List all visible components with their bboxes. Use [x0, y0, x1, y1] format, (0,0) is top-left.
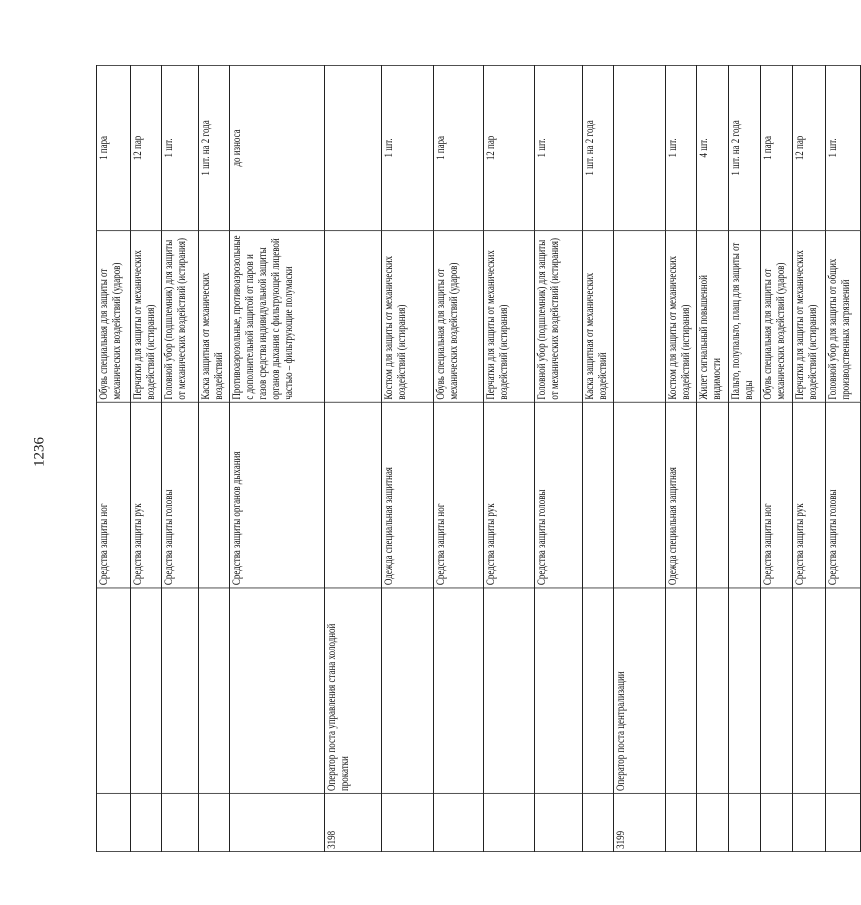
- category-cell: [614, 402, 666, 587]
- profession-cell: [230, 588, 325, 794]
- row-code-cell: [484, 794, 535, 852]
- row-code-cell: [826, 794, 861, 852]
- ppe-norms-table: [96, 65, 861, 852]
- table-row: [97, 65, 131, 851]
- item-cell: Головной убор (подшлемник) для защиты от механических воздействий (истирания): [535, 230, 583, 402]
- profession-cell: [97, 588, 131, 794]
- profession-cell: [162, 588, 199, 794]
- item-cell: Головной убор для защиты от общих производственных загрязнений: [826, 230, 861, 402]
- category-cell: [199, 402, 230, 587]
- norm-cell: 1 шт.: [826, 65, 861, 230]
- row-code-cell: [131, 794, 162, 852]
- category-cell: Средства защиты головы: [535, 402, 583, 587]
- table-row: [793, 65, 826, 851]
- item-cell: Обувь специальная для защиты от механических воздействий (ударов): [761, 230, 793, 402]
- item-cell: [614, 230, 666, 402]
- item-cell: Перчатки для защиты от механических воздействий (истирания): [793, 230, 826, 402]
- category-cell: [583, 402, 614, 587]
- norm-cell: до износа: [230, 65, 325, 230]
- norm-cell: 1 шт. на 2 года: [729, 65, 761, 230]
- profession-cell: [793, 588, 826, 794]
- category-cell: Средства защиты головы: [162, 402, 199, 587]
- category-cell: Средства защиты рук: [484, 402, 535, 587]
- category-cell: Одежда специальная защитная: [382, 402, 434, 587]
- norm-cell: 4 шт.: [697, 65, 729, 230]
- category-cell: Средства защиты рук: [793, 402, 826, 587]
- profession-cell: [535, 588, 583, 794]
- table-row: [761, 65, 793, 851]
- row-code-cell: [697, 794, 729, 852]
- item-cell: Костюм для защиты от механических воздействий (истирания): [382, 230, 434, 402]
- profession-cell: Оператор поста управления стана холодной прокатки: [325, 588, 382, 794]
- row-code-cell: [434, 794, 484, 852]
- item-cell: Головной убор (подшлемник) для защиты от механических воздействий (истирания): [162, 230, 199, 402]
- profession-cell: [826, 588, 861, 794]
- table-row: [697, 65, 729, 851]
- item-cell: Обувь специальная для защиты от механических воздействий (ударов): [434, 230, 484, 402]
- table-row: [382, 65, 434, 851]
- row-code-cell: [162, 794, 199, 852]
- table-row: [434, 65, 484, 851]
- row-code-cell: [382, 794, 434, 852]
- category-cell: [325, 402, 382, 587]
- profession-cell: [583, 588, 614, 794]
- norm-cell: 1 шт.: [162, 65, 199, 230]
- row-code-cell: [230, 794, 325, 852]
- norm-cell: 12 пар: [484, 65, 535, 230]
- norm-cell: 1 пара: [97, 65, 131, 230]
- item-cell: Обувь специальная для защиты от механических воздействий (ударов): [97, 230, 131, 402]
- table-row: [729, 65, 761, 851]
- profession-cell: Оператор поста централизации: [614, 588, 666, 794]
- table-row: [535, 65, 583, 851]
- table-row: [230, 65, 325, 851]
- table-row: [666, 65, 697, 851]
- table-row: [484, 65, 535, 851]
- row-code-cell: [666, 794, 697, 852]
- item-cell: Костюм для защиты от механических воздействий (истирания): [666, 230, 697, 402]
- profession-cell: [729, 588, 761, 794]
- norm-cell: 1 шт.: [382, 65, 434, 230]
- category-cell: Средства защиты ног: [434, 402, 484, 587]
- item-cell: Противоаэрозольные, противоаэрозольные с дополнительной защитой от паров и газов средства индивидуальной защиты органов дыхания с фильтрующей лицевой частью – фильтрующие полумаски: [230, 230, 325, 402]
- norm-cell: 1 пара: [434, 65, 484, 230]
- table-row: [325, 65, 382, 851]
- profession-cell: [434, 588, 484, 794]
- norm-cell: 1 шт.: [535, 65, 583, 230]
- profession-cell: [382, 588, 434, 794]
- item-cell: Жилет сигнальный повышенной видимости: [697, 230, 729, 402]
- row-code-cell: [793, 794, 826, 852]
- item-cell: Каска защитная от механических воздействий: [583, 230, 614, 402]
- profession-cell: [199, 588, 230, 794]
- item-cell: Каска защитная от механических воздействий: [199, 230, 230, 402]
- item-cell: Пальто, полупальто, плащ для защиты от воды: [729, 230, 761, 402]
- category-cell: [697, 402, 729, 587]
- table-row: [162, 65, 199, 851]
- category-cell: Средства защиты органов дыхания: [230, 402, 325, 587]
- table-row: [131, 65, 162, 851]
- norm-cell: 1 пара: [761, 65, 793, 230]
- norm-cell: 12 пар: [131, 65, 162, 230]
- item-cell: [325, 230, 382, 402]
- item-cell: Перчатки для защиты от механических воздействий (истирания): [131, 230, 162, 402]
- norm-cell: 12 пар: [793, 65, 826, 230]
- table-row: [826, 65, 861, 851]
- category-cell: Средства защиты ног: [761, 402, 793, 587]
- table-body: [97, 65, 861, 851]
- table-row: [614, 65, 666, 851]
- row-code-cell: [729, 794, 761, 852]
- table-row: [199, 65, 230, 851]
- category-cell: Средства защиты рук: [131, 402, 162, 587]
- profession-cell: [484, 588, 535, 794]
- rotated-table-container: [96, 65, 852, 852]
- item-cell: Перчатки для защиты от механических воздействий (истирания): [484, 230, 535, 402]
- row-code-cell: [583, 794, 614, 852]
- norm-cell: [614, 65, 666, 230]
- norm-cell: 1 шт. на 2 года: [583, 65, 614, 230]
- profession-cell: [666, 588, 697, 794]
- category-cell: [729, 402, 761, 587]
- norm-cell: 1 шт. на 2 года: [199, 65, 230, 230]
- category-cell: Средства защиты головы: [826, 402, 861, 587]
- page-number: 1236: [31, 437, 48, 467]
- profession-cell: [761, 588, 793, 794]
- row-code-cell: [535, 794, 583, 852]
- row-code-cell: 3199: [614, 794, 666, 852]
- row-code-cell: [199, 794, 230, 852]
- norm-cell: 1 шт.: [666, 65, 697, 230]
- table-row: [583, 65, 614, 851]
- category-cell: Одежда специальная защитная: [666, 402, 697, 587]
- norm-cell: [325, 65, 382, 230]
- row-code-cell: [761, 794, 793, 852]
- profession-cell: [697, 588, 729, 794]
- profession-cell: [131, 588, 162, 794]
- category-cell: Средства защиты ног: [97, 402, 131, 587]
- row-code-cell: 3198: [325, 794, 382, 852]
- row-code-cell: [97, 794, 131, 852]
